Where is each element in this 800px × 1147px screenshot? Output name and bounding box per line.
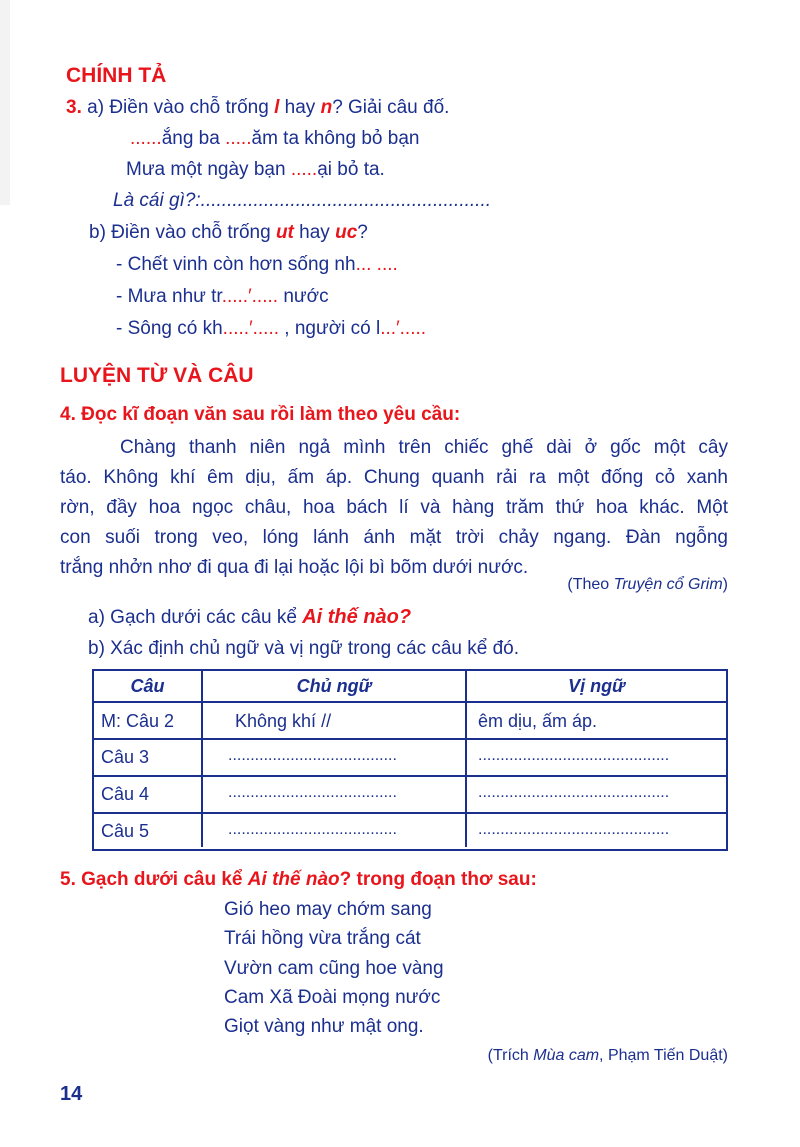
- ex3-a-text: a) Điền vào chỗ trống: [87, 97, 275, 118]
- ex5-title-emphasis: Ai thế nào: [247, 869, 340, 890]
- source-text: ): [722, 576, 728, 593]
- page-edge-shadow: [0, 0, 10, 205]
- blank: .....: [225, 128, 252, 149]
- item-text: nước: [278, 286, 329, 307]
- table-divider: [94, 812, 726, 814]
- blank: .....′.....: [222, 318, 280, 339]
- source-title: Truyện cổ Grim: [613, 576, 723, 593]
- table-divider: [201, 671, 203, 847]
- ex5-title-text: ? trong đoạn thơ sau:: [339, 869, 537, 890]
- table-divider: [94, 701, 726, 703]
- table-cell: Câu 4: [101, 784, 150, 804]
- blank: .....′.....: [221, 286, 279, 307]
- ex3-letter-l: l: [274, 97, 280, 118]
- ex4-b-instruction: b) Xác định chủ ngữ và vị ngữ trong các câu kể đó.: [88, 638, 520, 659]
- ex4-paragraph: [60, 433, 728, 583]
- table-divider: [94, 775, 726, 777]
- riddle-text: ắng ba: [161, 128, 226, 149]
- table-cell[interactable]: ......................................: [228, 821, 397, 838]
- ex3-b-end: ?: [357, 222, 368, 243]
- table-divider: [465, 671, 467, 847]
- ex5-title: [60, 869, 537, 891]
- item-text: - Sông có kh: [116, 318, 223, 339]
- source-title: Mùa cam: [533, 1047, 600, 1064]
- table-cell[interactable]: ...........................................: [478, 747, 670, 764]
- section-heading-chinh-ta: CHÍNH TẢ: [66, 64, 167, 87]
- table-cell: Câu 5: [101, 821, 150, 841]
- paragraph-line: táo. Không khí êm dịu, ấm áp. Chung quanh rải ra một đống cỏ xanh: [60, 467, 728, 488]
- ex3-b-item-1: [116, 254, 398, 276]
- ex3-b-text: b) Điền vào chỗ trống: [89, 222, 276, 243]
- blank: ... ....: [355, 254, 398, 275]
- ex4-title: 4. Đọc kĩ đoạn văn sau rồi làm theo yêu cầu:: [60, 404, 461, 425]
- riddle-text: ại bỏ ta.: [317, 159, 385, 180]
- table-header-chu-ngu: Chủ ngữ: [296, 676, 372, 696]
- paragraph-line: Chàng thanh niên ngả mình trên chiếc ghế dài ở gốc một cây: [120, 437, 728, 458]
- table-cell: êm dịu, ấm áp.: [478, 711, 598, 731]
- riddle-line-1: [130, 128, 419, 150]
- table-cell[interactable]: ......................................: [228, 784, 397, 801]
- table-cell[interactable]: ...........................................: [478, 821, 670, 838]
- table-header-vi-ngu: Vị ngữ: [568, 676, 625, 696]
- source-text: (Theo: [567, 576, 614, 593]
- paragraph-line: trắng nhởn nhơ đi qua đi lại hoặc lội bì bõm dưới nước.: [60, 557, 529, 578]
- table-header-cau: Câu: [130, 676, 165, 696]
- ex4-source: [567, 576, 728, 594]
- ex3-number: 3.: [66, 97, 82, 118]
- ex3-b-item-2: [116, 286, 329, 308]
- ex3-a-hay: hay: [279, 97, 321, 118]
- riddle-text: Mưa một ngày bạn: [126, 159, 291, 180]
- table-cell[interactable]: ...........................................: [478, 784, 670, 801]
- riddle-answer-line: Là cái gì?:.......................................................: [113, 190, 492, 211]
- ex4-a-instruction: [88, 606, 411, 629]
- ex3-a-instruction: [66, 97, 449, 119]
- poem-line: Giọt vàng như mật ong.: [224, 1016, 424, 1037]
- poem-line: Gió heo may chớm sang: [224, 899, 432, 920]
- paragraph-line: con suối trong veo, lóng lánh ánh mặt trời chảy ngang. Đàn ngỗng: [60, 527, 728, 548]
- ex3-b-item-3: [116, 318, 426, 340]
- ex3-a-end: ? Giải câu đố.: [332, 97, 450, 118]
- ex3-ut: ut: [275, 222, 294, 243]
- item-text: - Mưa như tr: [116, 286, 222, 307]
- blank: ......: [130, 128, 162, 149]
- poem-line: Trái hồng vừa trắng cát: [224, 928, 421, 949]
- section-heading-luyen-tu: LUYỆN TỪ VÀ CÂU: [60, 364, 254, 387]
- source-text: , Phạm Tiến Duật): [599, 1047, 728, 1064]
- ex3-letter-n: n: [320, 97, 333, 118]
- poem-line: Cam Xã Đoài mọng nước: [224, 987, 441, 1008]
- paragraph-line: rờn, đầy hoa ngọc châu, hoa bách lí và hàng trăm thứ hoa khác. Một: [60, 497, 728, 518]
- ex3-uc: uc: [335, 222, 358, 243]
- table-cell: Không khí //: [235, 711, 332, 731]
- riddle-line-2: [126, 159, 385, 181]
- ex3-b-instruction: [89, 222, 368, 244]
- poem-line: Vườn cam cũng hoe vàng: [224, 958, 444, 979]
- blank: .....: [290, 159, 318, 180]
- page-number: 14: [60, 1083, 83, 1105]
- riddle-text: ăm ta không bỏ bạn: [251, 128, 420, 149]
- blank: ...′.....: [380, 318, 427, 339]
- ex4-a-text: a) Gạch dưới các câu kể: [88, 607, 303, 628]
- ex5-source: [488, 1047, 728, 1065]
- item-text: - Chết vinh còn hơn sống nh: [116, 254, 356, 275]
- table-cell: Câu 3: [101, 747, 150, 767]
- source-text: (Trích: [487, 1047, 534, 1064]
- table-cell[interactable]: ......................................: [228, 747, 397, 764]
- table-cell: M: Câu 2: [101, 711, 175, 731]
- item-text: , người có l: [279, 318, 381, 339]
- ex3-b-hay: hay: [293, 222, 336, 243]
- ex5-title-text: 5. Gạch dưới câu kể: [60, 869, 248, 890]
- table-divider: [94, 738, 726, 740]
- ex4-a-emphasis: Ai thế nào?: [302, 606, 412, 628]
